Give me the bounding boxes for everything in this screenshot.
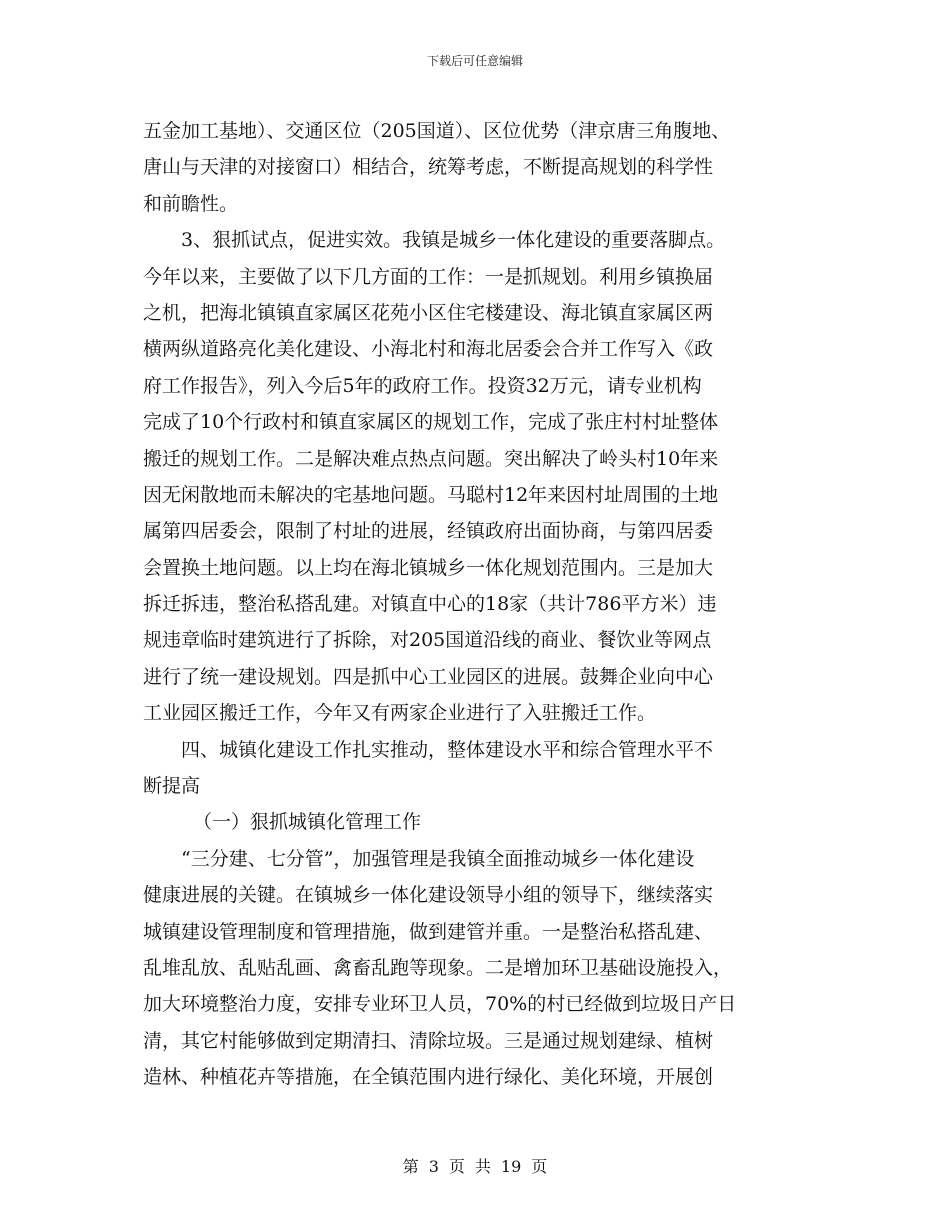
body-line: 规违章临时建筑进行了拆除，对205国道沿线的商业、餐饮业等网点 bbox=[143, 629, 712, 652]
body-line: 会置换土地问题。以上均在海北镇城乡一体化规划范围内。三是加大 bbox=[143, 556, 714, 579]
body-line: 因无闲散地而未解决的宅基地问题。马聪村12年来因村址周围的土地 bbox=[143, 483, 719, 506]
body-line: 属第四居委会，限制了村址的进展，经镇政府出面协商，与第四居委 bbox=[143, 520, 714, 543]
section-heading-line: 四、城镇化建设工作扎实推动，整体建设水平和综合管理水平不 bbox=[181, 738, 714, 761]
footer-total-unit: 页 bbox=[531, 1157, 548, 1176]
current-page-number: 3 bbox=[428, 1157, 439, 1176]
body-line: 横两纵道路亮化美化建设、小海北村和海北居委会合并工作写入《政 bbox=[143, 338, 714, 361]
body-line: 拆迁拆违，整治私搭乱建。对镇直中心的18家（共计786平方米）违 bbox=[143, 593, 717, 616]
body-line: 乱堆乱放、乱贴乱画、禽畜乱跑等现象。二是增加环卫基础设施投入， bbox=[143, 956, 733, 979]
body-line: 加大环境整治力度，安排专业环卫人员，70%的村已经做到垃圾日产日 bbox=[143, 993, 737, 1016]
subsection-heading: （一）狠抓城镇化管理工作 bbox=[193, 811, 422, 834]
footer-page-unit: 页 bbox=[448, 1157, 465, 1176]
body-line: 进行了统一建设规划。四是抓中心工业园区的进展。鼓舞企业向中心 bbox=[143, 665, 714, 688]
footer-total-label: 共 bbox=[474, 1157, 491, 1176]
paragraph-start-line: “三分建、七分管”，加强管理是我镇全面推动城乡一体化建设 bbox=[181, 847, 695, 870]
body-line: 清，其它村能够做到定期清扫、清除垃圾。三是通过规划建绿、植树 bbox=[143, 1029, 714, 1052]
paragraph-start-line: 3、狠抓试点，促进实效。我镇是城乡一体化建设的重要落脚点。 bbox=[181, 229, 726, 252]
footer-page-label: 第 bbox=[402, 1157, 419, 1176]
body-line: 府工作报告》，列入今后5年的政府工作。投资32万元，请专业机构 bbox=[143, 374, 702, 397]
section-heading-line: 断提高 bbox=[143, 775, 201, 798]
body-line: 完成了10个行政村和镇直家属区的规划工作，完成了张庄村村址整体 bbox=[143, 411, 719, 434]
body-line: 和前瞻性。 bbox=[143, 192, 239, 215]
body-line: 五金加工基地）、交通区位（205国道）、区位优势（津京唐三角腹地、 bbox=[143, 120, 731, 142]
body-line: 今年以来，主要做了以下几方面的工作：一是抓规划。利用乡镇换届 bbox=[143, 265, 714, 288]
body-line: 之机，把海北镇镇直家属区花苑小区住宅楼建设、海北镇直家属区两 bbox=[143, 301, 714, 324]
body-line: 工业园区搬迁工作，今年又有两家企业进行了入驻搬迁工作。 bbox=[143, 702, 657, 725]
document-body bbox=[143, 113, 815, 1096]
page-footer bbox=[0, 1154, 950, 1177]
body-line: 城镇建设管理制度和管理措施，做到建管并重。一是整治私搭乱建、 bbox=[143, 920, 714, 943]
body-line: 搬迁的规划工作。二是解决难点热点问题。突出解决了岭头村10年来 bbox=[143, 447, 719, 470]
body-line: 唐山与天津的对接窗口）相结合，统筹考虑，不断提高规划的科学性 bbox=[143, 156, 714, 179]
body-line: 造林、种植花卉等措施，在全镇范围内进行绿化、美化环境，开展创 bbox=[143, 1066, 714, 1089]
body-line: 健康进展的关键。在镇城乡一体化建设领导小组的领导下，继续落实 bbox=[143, 884, 714, 907]
total-pages-number: 19 bbox=[500, 1157, 522, 1176]
page-header: 下载后可任意编辑 bbox=[426, 54, 523, 68]
